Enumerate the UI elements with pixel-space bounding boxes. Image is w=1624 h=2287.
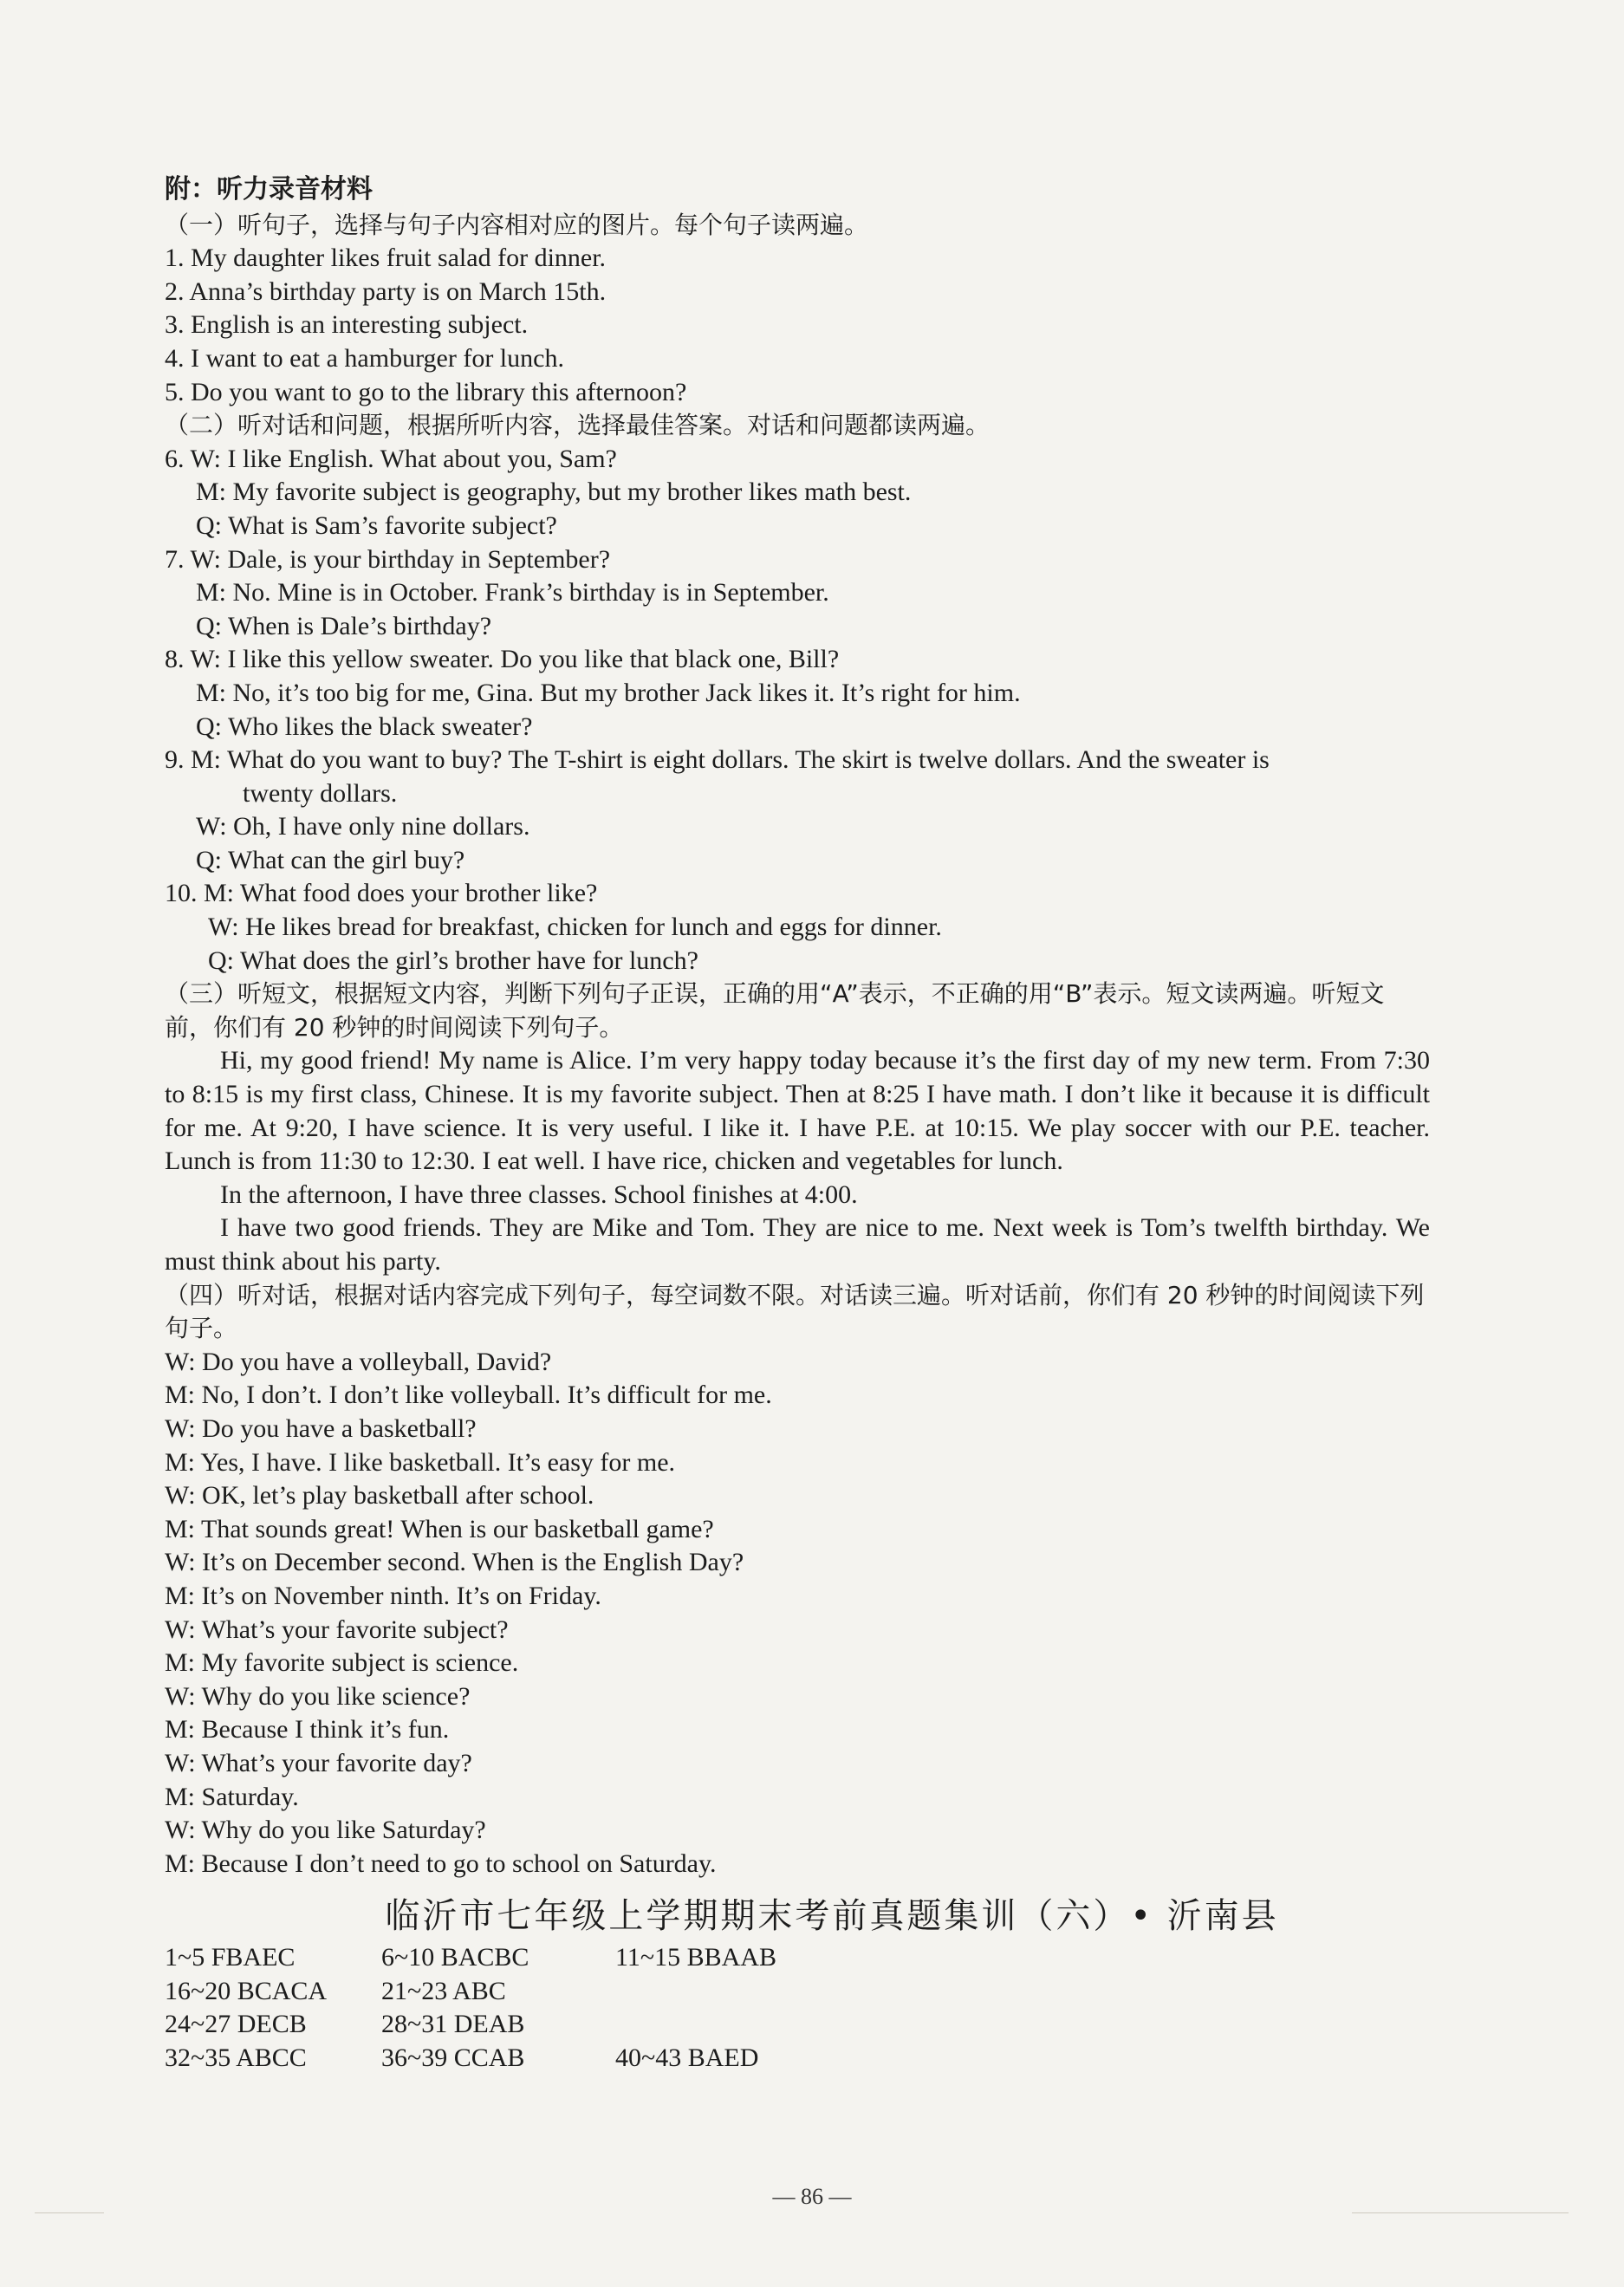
dialogue-line: M: My favorite subject is geography, but my brother likes math best.	[196, 478, 912, 507]
appendix-heading: 附：听力录音材料	[165, 174, 373, 205]
dialogue-line: 10. M: What food does your brother like?	[165, 879, 598, 908]
passage-paragraph: Hi, my good friend! My name is Alice. I’m very happy today because it’s the first day of my new term. From 7:30 to 8:15 is my first class, Chinese. It is my favorite subject. Then at 8:25 I have math. I don’t like it because it is difficult for me. At 9:20, I have science. It is very useful. I like it. I have P.E. at 10:15. We play soccer with our P.E. teacher. Lunch is from 11:30 to 12:30. I eat well. I have rice, chicken and vegetables for lunch.	[165, 1046, 1430, 1176]
dialogue-line: Q: Who likes the black sweater?	[196, 711, 533, 741]
dialogue-line: W: Oh, I have only nine dollars.	[196, 812, 530, 841]
dialogue-line: 6. W: I like English. What about you, Sam?	[165, 444, 617, 473]
dialogue-line: W: Why do you like science?	[165, 1681, 471, 1711]
section-2-dialogues	[165, 443, 1430, 978]
list-item: 5. Do you want to go to the library this afternoon?	[165, 377, 687, 406]
dialogue-line: Q: When is Dale’s birthday?	[196, 611, 492, 640]
dialogue-line: M: Because I think it’s fun.	[165, 1715, 450, 1744]
answer-cell: 24~27 DECB	[165, 2010, 307, 2039]
section-2-title: （二）听对话和问题，根据所听内容，选择最佳答案。对话和问题都读两遍。	[165, 411, 991, 440]
section-1-items	[165, 242, 1430, 409]
answer-key	[165, 1941, 1430, 2075]
dialogue-line: W: Do you have a volleyball, David?	[165, 1347, 552, 1376]
dialogue-line: M: No, I don’t. I don’t like volleyball. It’s difficult for me.	[165, 1381, 772, 1410]
dialogue-line: M: No, it’s too big for me, Gina. But my brother Jack likes it. It’s right for him.	[196, 678, 1021, 707]
dialogue-line: 8. W: I like this yellow sweater. Do you like that black one, Bill?	[165, 645, 840, 674]
dialogue-line: Q: What is Sam’s favorite subject?	[196, 510, 557, 540]
passage-paragraph: I have two good friends. They are Mike and Tom. They are nice to me. Next week is Tom’s twelfth birthday. We must think about his party.	[165, 1213, 1430, 1276]
answer-cell: 11~15 BBAAB	[615, 1943, 776, 1972]
dialogue-line: M: Saturday.	[165, 1782, 299, 1811]
dialogue-line: Q: What can the girl buy?	[196, 845, 465, 874]
dialogue-line: W: He likes bread for breakfast, chicken for lunch and eggs for dinner.	[208, 913, 942, 942]
answer-cell: 28~31 DEAB	[381, 2010, 525, 2039]
list-item: 3. English is an interesting subject.	[165, 310, 529, 340]
list-item: 4. I want to eat a hamburger for lunch.	[165, 343, 564, 373]
list-item: 2. Anna’s birthday party is on March 15th.	[165, 276, 607, 306]
answer-cell: 16~20 BCACA	[165, 1976, 328, 2005]
answer-cell	[615, 2008, 875, 2042]
footer-rule-right	[1352, 2212, 1569, 2213]
answer-cell: 6~10 BACBC	[381, 1943, 529, 1972]
answer-cell: 36~39 CCAB	[381, 2043, 525, 2073]
section-3-title: （三）听短文，根据短文内容，判断下列句子正误，正确的用“A”表示，不正确的用“B”表示。短文读两遍。听短文前，你们有 20 秒钟的时间阅读下列句子。	[165, 979, 1385, 1042]
dialogue-line: M: My favorite subject is science.	[165, 1648, 519, 1678]
dialogue-line: twenty dollars.	[243, 778, 398, 808]
dialogue-line: M: Because I don’t need to go to school on Saturday.	[165, 1848, 717, 1878]
dialogue-line: W: It’s on December second. When is the English Day?	[165, 1548, 744, 1577]
dialogue-line: W: OK, let’s play basketball after school.	[165, 1481, 594, 1511]
page-number: — 86 —	[772, 2184, 852, 2209]
dialogue-line: 9. M: What do you want to buy? The T-shirt is eight dollars. The skirt is twelve dollars. And the sweater is	[165, 745, 1270, 775]
section-4-dialogue	[165, 1346, 1430, 1881]
dialogue-line: W: Why do you like Saturday?	[165, 1816, 486, 1845]
document-body	[165, 173, 1430, 2076]
footer-rule-left	[35, 2212, 104, 2213]
passage-paragraph: In the afternoon, I have three classes. School finishes at 4:00.	[220, 1179, 858, 1209]
dialogue-line: M: Yes, I have. I like basketball. It’s easy for me.	[165, 1447, 676, 1477]
dialogue-line: W: What’s your favorite day?	[165, 1748, 472, 1777]
section-4-title: （四）听对话，根据对话内容完成下列句子，每空词数不限。对话读三遍。听对话前，你们有 20 秒钟的时间阅读下列句子。	[165, 1280, 1425, 1343]
list-item: 1. My daughter likes fruit salad for dinner.	[165, 244, 607, 273]
dialogue-line: 7. W: Dale, is your birthday in September?	[165, 544, 611, 574]
answer-cell	[615, 1975, 875, 2009]
dialogue-line: W: Do you have a basketball?	[165, 1413, 477, 1443]
answer-cell: 1~5 FBAEC	[165, 1943, 296, 1972]
answer-cell: 21~23 ABC	[381, 1976, 506, 2005]
dialogue-line: Q: What does the girl’s brother have for lunch?	[208, 945, 698, 975]
section-1-title: （一）听句子，选择与句子内容相对应的图片。每个句子读两遍。	[165, 210, 869, 239]
dialogue-line: W: What’s your favorite subject?	[165, 1615, 509, 1644]
dialogue-line: M: It’s on November ninth. It’s on Friday.	[165, 1581, 601, 1610]
answer-cell: 40~43 BAED	[615, 2043, 759, 2073]
exam-title: 临沂市七年级上学期期末考前真题集训（六）• 沂南县	[385, 1896, 1279, 1937]
dialogue-line: M: No. Mine is in October. Frank’s birthday is in September.	[196, 578, 829, 607]
answer-cell: 32~35 ABCC	[165, 2043, 307, 2073]
dialogue-line: M: That sounds great! When is our basketball game?	[165, 1514, 714, 1543]
